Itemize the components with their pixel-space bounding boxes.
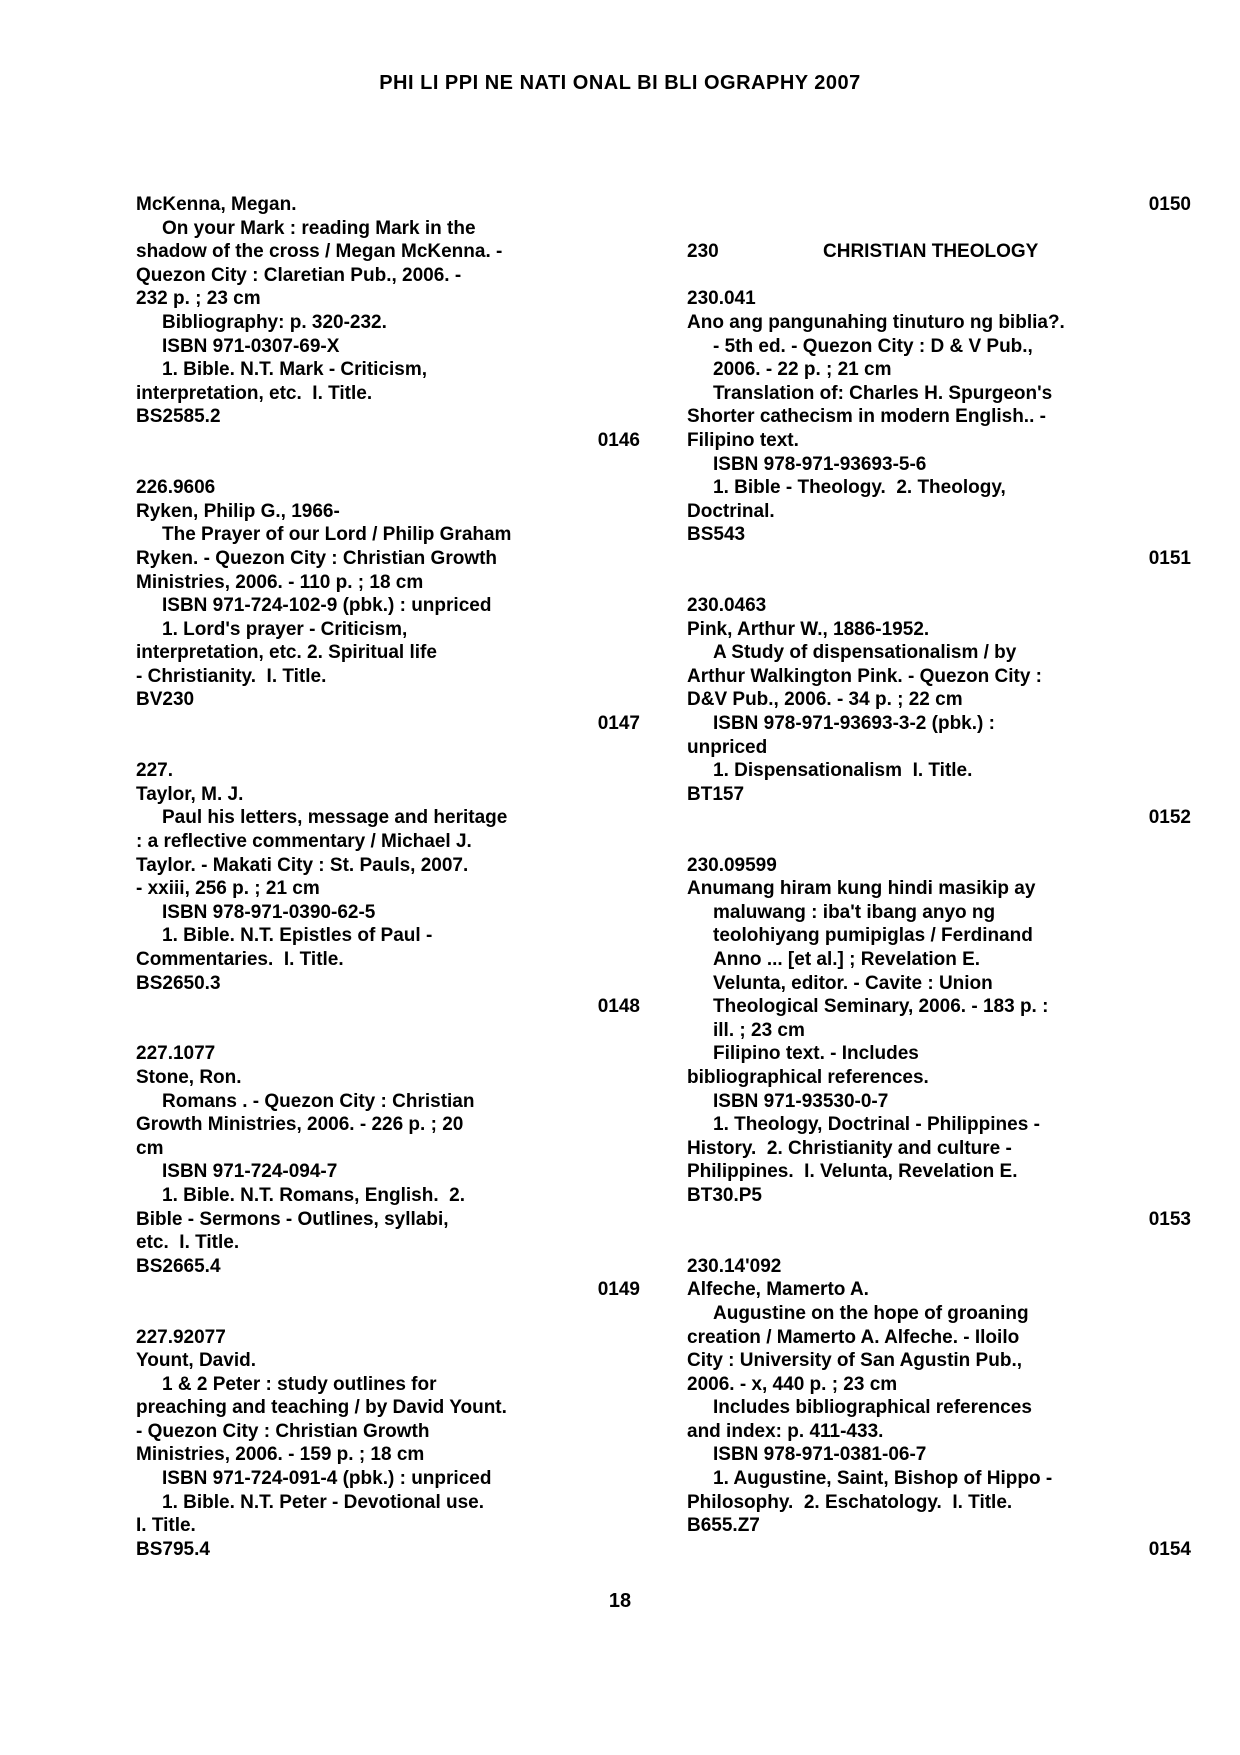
spacer [687,1231,1191,1255]
entry-line: ISBN 971-0307-69-X [162,335,340,357]
spacer [687,217,1191,241]
entry-line: 230.09599 [687,854,777,876]
entry-line: ISBN 978-971-93693-5-6 [713,453,927,475]
entry-line: Anno ... [et al.] ; Revelation E. [713,949,981,970]
entry-line: Bible - Sermons - Outlines, syllabi, [136,1208,449,1230]
entry-line: 227.92077 [136,1326,226,1348]
entry-line: 227. [136,760,173,782]
entry-line: 232 p. ; 23 cm [136,288,261,310]
entry-line: BT157 [687,783,745,805]
entry-line: BV230 [136,689,195,711]
entry-line: 1. Theology, Doctrinal - Philippines - [713,1114,1040,1136]
entry-line: etc. I. Title. [136,1232,240,1254]
entry-line: 230.041 [687,288,756,310]
entry-line: Doctrinal. [687,500,775,522]
right-column [687,193,1191,1561]
entry-line: Philosophy. 2. Eschatology. I. Title. [687,1491,1013,1513]
entry-line: 1. Bible. N.T. Mark - Criticism, [162,359,428,381]
entry-line: 2006. - x, 440 p. ; 23 cm [687,1373,898,1395]
entry-line: Bibliography: p. 320-232. [162,311,387,333]
entry-line: - Quezon City : Christian Growth [136,1420,430,1442]
entry-line: 1. Bible - Theology. 2. Theology, [713,477,1006,499]
entry-line: 1. Bible. N.T. Romans, English. 2. [162,1184,466,1206]
spacer [136,736,640,760]
entry-line: ISBN 971-724-102-9 (pbk.) : unpriced [162,595,492,617]
entry-line: Stone, Ron. [136,1066,242,1088]
entry-line: 226.9606 [136,477,216,499]
entry-line: 1 & 2 Peter : study outlines for [162,1373,437,1395]
entry-line: Ryken. - Quezon City : Christian Growth [136,547,498,569]
entry-line: Romans . - Quezon City : Christian [162,1090,475,1112]
spacer [687,264,1191,288]
entry-line: - xxiii, 256 p. ; 21 cm [136,878,320,900]
entry-line: Ryken, Philip G., 1966- [136,500,340,522]
entry-line: Paul his letters, message and heritage [162,807,508,829]
spacer [136,1019,640,1043]
entry-number: 0147 [597,713,640,735]
entry-line: - 5th ed. - Quezon City : D & V Pub., [713,335,1033,357]
entry-line: Ministries, 2006. - 110 p. ; 18 cm [136,571,424,593]
entry-line: BT30.P5 [687,1184,762,1206]
entry-line: Filipino text. - Includes [713,1043,919,1065]
entry-number: 0151 [1148,547,1191,569]
entry-line: Arthur Walkington Pink. - Quezon City : [687,665,1043,687]
page-number: 18 [608,1590,632,1612]
entry-line: 1. Bible. N.T. Peter - Devotional use. [162,1491,485,1513]
entry-line: bibliographical references. [687,1066,929,1088]
entry-line: ISBN 971-93530-0-7 [713,1090,889,1112]
entry-line: 2006. - 22 p. ; 21 cm [713,359,892,381]
entry-line: ISBN 971-724-091-4 (pbk.) : unpriced [162,1468,492,1490]
section-heading [687,240,1191,264]
page-header: PHI LI PPI NE NATI ONAL BI BLI OGRAPHY 2007 [379,72,861,94]
entry-line: Taylor, M. J. [136,783,244,805]
entry-line: 1. Augustine, Saint, Bishop of Hippo - [713,1468,1053,1490]
entry-line: ISBN 978-971-0390-62-5 [162,901,376,923]
entry-line: BS2650.3 [136,972,221,994]
entry-line: BS543 [687,524,746,546]
entry-line: 227.1077 [136,1043,216,1065]
entry-line: BS2585.2 [136,406,221,428]
entry-line: Anumang hiram kung hindi masikip ay [687,878,1036,900]
spacer [687,830,1191,854]
entry-line: On your Mark : reading Mark in the [162,217,476,239]
entry-line: Shorter cathecism in modern English.. - [687,406,1046,428]
entry-number: 0150 [1148,194,1191,215]
entry-line: A Study of dispensationalism / by [713,642,1017,664]
entry-line: maluwang : iba't ibang anyo ng [713,901,996,923]
section-class-number: 230 [687,241,719,263]
entry-number: 0149 [597,1279,640,1301]
entry-number: 0146 [597,429,640,451]
entry-line: B655.Z7 [687,1515,760,1537]
entry-line: and index: p. 411-433. [687,1420,884,1442]
entry-line: Velunta, editor. - Cavite : Union [713,972,993,994]
entry-line: The Prayer of our Lord / Philip Graham [162,524,512,546]
entry-line: Pink, Arthur W., 1886-1952. [687,618,930,640]
entry-line: I. Title. [136,1515,196,1537]
entry-line: BS2665.4 [136,1255,221,1277]
entry-line: ISBN 971-724-094-7 [162,1161,338,1183]
spacer [136,1302,640,1326]
entry-line: Ministries, 2006. - 159 p. ; 18 cm [136,1444,425,1466]
entry-line: Augustine on the hope of groaning [713,1302,1029,1324]
entry-line: interpretation, etc. 2. Spiritual life [136,642,437,664]
entry-line: 1. Lord's prayer - Criticism, [162,618,408,640]
entry-line: Commentaries. I. Title. [136,949,344,970]
spacer [136,453,640,477]
entry-line: BS795.4 [136,1538,210,1560]
entry-line: : a reflective commentary / Michael J. [136,831,472,853]
entry-line: teolohiyang pumipiglas / Ferdinand [713,925,1033,947]
entry-line: Quezon City : Claretian Pub., 2006. - [136,264,462,286]
entry-line: Ano ang pangunahing tinuturo ng biblia?. [687,311,1065,333]
entry-line: cm [136,1137,164,1159]
left-column [136,193,640,1561]
entry-number: 0152 [1148,807,1191,829]
spacer [687,571,1191,595]
entry-line: Taylor. - Makati City : St. Pauls, 2007. [136,854,469,876]
entry-line: 230.0463 [687,595,767,617]
entry-line: ISBN 978-971-0381-06-7 [713,1444,927,1466]
entry-line: Filipino text. [687,429,799,451]
entry-line: shadow of the cross / Megan McKenna. - [136,241,503,263]
entry-line: interpretation, etc. I. Title. [136,382,373,404]
entry-line: McKenna, Megan. [136,194,297,215]
entry-line: Growth Ministries, 2006. - 226 p. ; 20 [136,1114,464,1136]
entry-line: 1. Bible. N.T. Epistles of Paul - [162,925,433,947]
entry-line: preaching and teaching / by David Yount. [136,1397,507,1419]
entry-number: 0154 [1148,1538,1191,1560]
entry-line: creation / Mamerto A. Alfeche. - Iloilo [687,1326,1020,1348]
entry-line: - Christianity. I. Title. [136,665,327,687]
entry-line: Philippines. I. Velunta, Revelation E. [687,1161,1018,1183]
entry-line: Translation of: Charles H. Spurgeon's [713,382,1053,404]
section-title: CHRISTIAN THEOLOGY [823,241,1039,263]
entry-line: Theological Seminary, 2006. - 183 p. : [713,996,1049,1018]
entry-line: D&V Pub., 2006. - 34 p. ; 22 cm [687,689,963,711]
entry-line: Alfeche, Mamerto A. [687,1279,869,1301]
entry-line: ISBN 978-971-93693-3-2 (pbk.) : [713,713,995,735]
entry-line: History. 2. Christianity and culture - [687,1137,1012,1159]
entry-line: ill. ; 23 cm [713,1019,805,1041]
entry-line: City : University of San Agustin Pub., [687,1350,1022,1372]
entry-line: Yount, David. [136,1350,256,1372]
entry-line: Includes bibliographical references [713,1397,1032,1419]
entry-number: 0148 [597,996,640,1018]
entry-line: 1. Dispensationalism I. Title. [713,760,973,782]
entry-line: unpriced [687,736,768,758]
entry-number: 0153 [1148,1208,1191,1230]
entry-line: 230.14'092 [687,1255,782,1277]
